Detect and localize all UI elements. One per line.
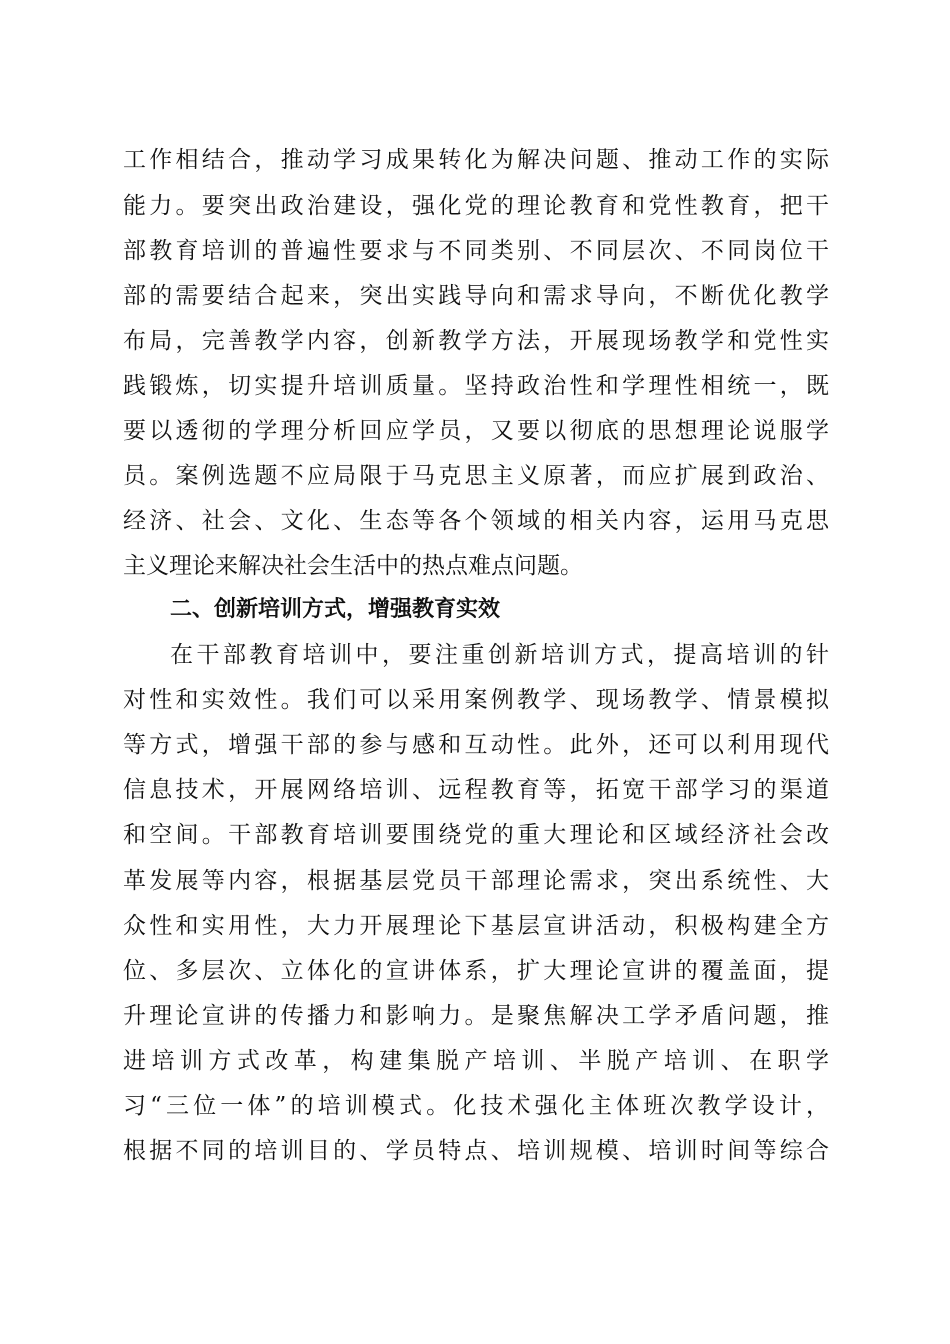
paragraph-2-line: 信息技术，开展网络培训、远程教育等，拓宽干部学习的渠道 — [123, 777, 829, 803]
paragraph-1-line: 要以透彻的学理分析回应学员，又要以彻底的思想理论说服学 — [123, 418, 829, 444]
paragraph-1-line: 部的需要结合起来，突出实践导向和需求导向，不断优化教学 — [123, 283, 829, 309]
paragraph-2-line: 对性和实效性。我们可以采用案例教学、现场教学、情景模拟 — [123, 687, 829, 713]
paragraph-1-line: 员。案例选题不应局限于马克思主义原著，而应扩展到政治、 — [123, 463, 829, 489]
paragraph-2-line: 等方式，增强干部的参与感和互动性。此外，还可以利用现代 — [123, 732, 829, 758]
paragraph-2-line: 和空间。干部教育培训要围绕党的重大理论和区域经济社会改 — [123, 822, 829, 848]
paragraph-2-line: 根据不同的培训目的、学员特点、培训规模、培训时间等综合 — [123, 1138, 829, 1164]
paragraph-1-line: 践锻炼，切实提升培训质量。坚持政治性和学理性相统一，既 — [123, 373, 829, 399]
paragraph-2-line: 进培训方式改革，构建集脱产培训、半脱产培训、在职学 — [123, 1048, 829, 1074]
paragraph-2-line: 升理论宣讲的传播力和影响力。是聚焦解决工学矛盾问题，推 — [123, 1003, 829, 1029]
paragraph-1-line: 经济、社会、文化、生态等各个领域的相关内容，运用马克思 — [123, 508, 829, 534]
paragraph-1-line: 能力。要突出政治建设，强化党的理论教育和党性教育，把干 — [123, 193, 829, 219]
paragraph-1-line: 布局，完善教学内容，创新教学方法，开展现场教学和党性实 — [123, 328, 829, 354]
paragraph-1-line: 部教育培训的普遍性要求与不同类别、不同层次、不同岗位干 — [123, 238, 829, 264]
paragraph-1-line: 主义理论来解决社会生活中的热点难点问题。 — [123, 553, 583, 579]
paragraph-2-line: 在干部教育培训中，要注重创新培训方式，提高培训的针 — [170, 642, 829, 668]
paragraph-2-line: 革发展等内容，根据基层党员干部理论需求，突出系统性、大 — [123, 868, 829, 894]
paragraph-1-line: 工作相结合，推动学习成果转化为解决问题、推动工作的实际 — [123, 147, 829, 173]
paragraph-2-line: 众性和实用性，大力开展理论下基层宣讲活动，积极构建全方 — [123, 913, 829, 939]
paragraph-2-line: 位、多层次、立体化的宣讲体系，扩大理论宣讲的覆盖面，提 — [123, 958, 829, 984]
paragraph-2-line: 习“三位一体”的培训模式。化技术强化主体班次教学设计， — [123, 1093, 829, 1119]
section-heading: 二、创新培训方式，增强教育实效 — [170, 597, 501, 622]
